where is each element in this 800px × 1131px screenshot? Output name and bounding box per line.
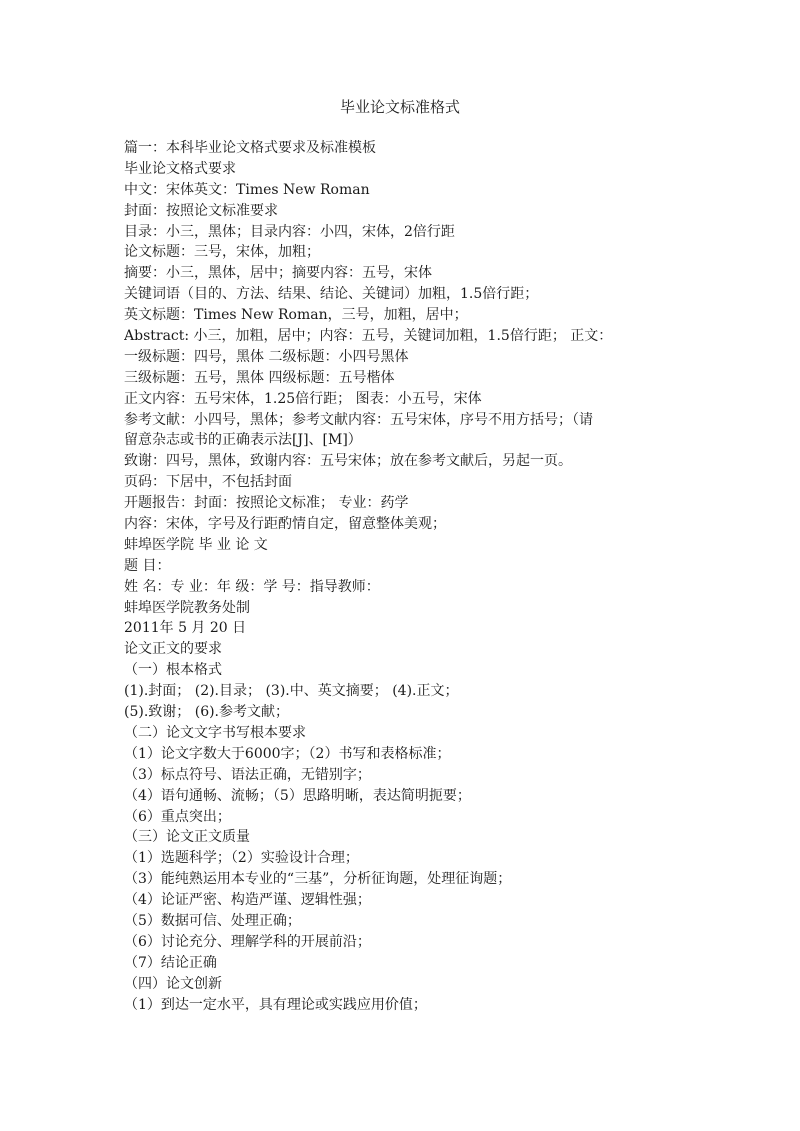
body-line: 内容：宋体，字号及行距酌情自定，留意整体美观； (124, 516, 446, 533)
body-line: （7）结论正确 (124, 954, 217, 971)
body-line: (1).封面； (2).目录； (3).中、英文摘要； (4).正文； (124, 683, 459, 700)
body-line: （二）论文文字书写根本要求 (124, 724, 306, 741)
body-line: 目录：小三，黑体；目录内容：小四，宋体，2倍行距 (124, 223, 455, 240)
body-line: 封面：按照论文标准要求 (124, 202, 278, 219)
body-line: 英文标题：Times New Roman，三号，加粗，居中； (124, 307, 468, 324)
body-line: 留意杂志或书的正确表示法[J]、[M]） (124, 432, 362, 449)
body-line: 题 目： (124, 557, 171, 574)
body-line: 正文内容：五号宋体，1.25倍行距； 图表：小五号，宋体 (124, 390, 482, 407)
body-line: （6）讨论充分、理解学科的开展前沿； (124, 933, 371, 950)
body-line: 页码：下居中，不包括封面 (124, 474, 292, 491)
body-line: 开题报告：封面：按照论文标准； 专业：药学 (124, 495, 409, 512)
body-line: 致谢：四号，黑体，致谢内容：五号宋体；放在参考文献后，另起一页。 (124, 453, 572, 470)
body-line: 篇一：本科毕业论文格式要求及标准模板 (124, 140, 376, 156)
body-line: 中文：宋体英文：Times New Roman (124, 181, 370, 198)
body-line: 蚌埠医学院教务处制 (124, 599, 250, 616)
body-line: 蚌埠医学院 毕 业 论 文 (124, 536, 268, 553)
body-line: （5）数据可信、处理正确； (124, 912, 301, 929)
document-title: 毕业论文标准格式 (339, 98, 460, 116)
body-line: 三级标题：五号，黑体 四级标题：五号楷体 (124, 369, 395, 386)
body-line: （6）重点突出； (124, 808, 231, 825)
body-line: 论文正文的要求 (124, 641, 222, 658)
body-line: 参考文献：小四号，黑体；参考文献内容：五号宋体，序号不用方括号；（请 (124, 411, 593, 428)
body-line: Abstract: 小三，加粗，居中；内容：五号，关键词加粗，1.5倍行距； 正文： (124, 328, 613, 345)
body-line: (5).致谢； (6).参考文献； (124, 704, 290, 721)
body-line: （4）论证严密、构造严谨、逻辑性强； (124, 892, 371, 909)
body-line: 论文标题：三号，宋体，加粗； (124, 244, 320, 261)
body-line: （三）论文正文质量 (124, 829, 250, 846)
body-line: （1）选题科学；（2）实验设计合理； (124, 850, 359, 867)
body-line: 2011年 5 月 20 日 (124, 620, 247, 637)
body-line: （四）论文创新 (124, 975, 222, 992)
body-line: （4）语句通畅、流畅；（5）思路明晰，表达简明扼要； (124, 787, 471, 804)
document-body (124, 138, 684, 1015)
body-line: 关键词语（目的、方法、结果、结论、关键词）加粗，1.5倍行距； (124, 286, 539, 303)
body-line: （3）能纯熟运用本专业的“三基”，分析征询题，处理征询题； (124, 871, 512, 888)
body-line: 一级标题：四号，黑体 二级标题：小四号黑体 (124, 348, 409, 365)
body-line: （一）根本格式 (124, 662, 222, 679)
body-line: （3）标点符号、语法正确，无错别字； (124, 766, 371, 783)
body-line: （1）论文字数大于6000字；（2）书写和表格标准； (124, 745, 451, 762)
body-line: 姓 名：专 业：年 级：学 号：指导教师： (124, 578, 380, 595)
body-line: （1）到达一定水平，具有理论或实践应用价值； (124, 996, 427, 1013)
body-line: 摘要：小三，黑体，居中；摘要内容：五号，宋体 (124, 265, 432, 282)
body-line: 毕业论文格式要求 (124, 160, 236, 177)
